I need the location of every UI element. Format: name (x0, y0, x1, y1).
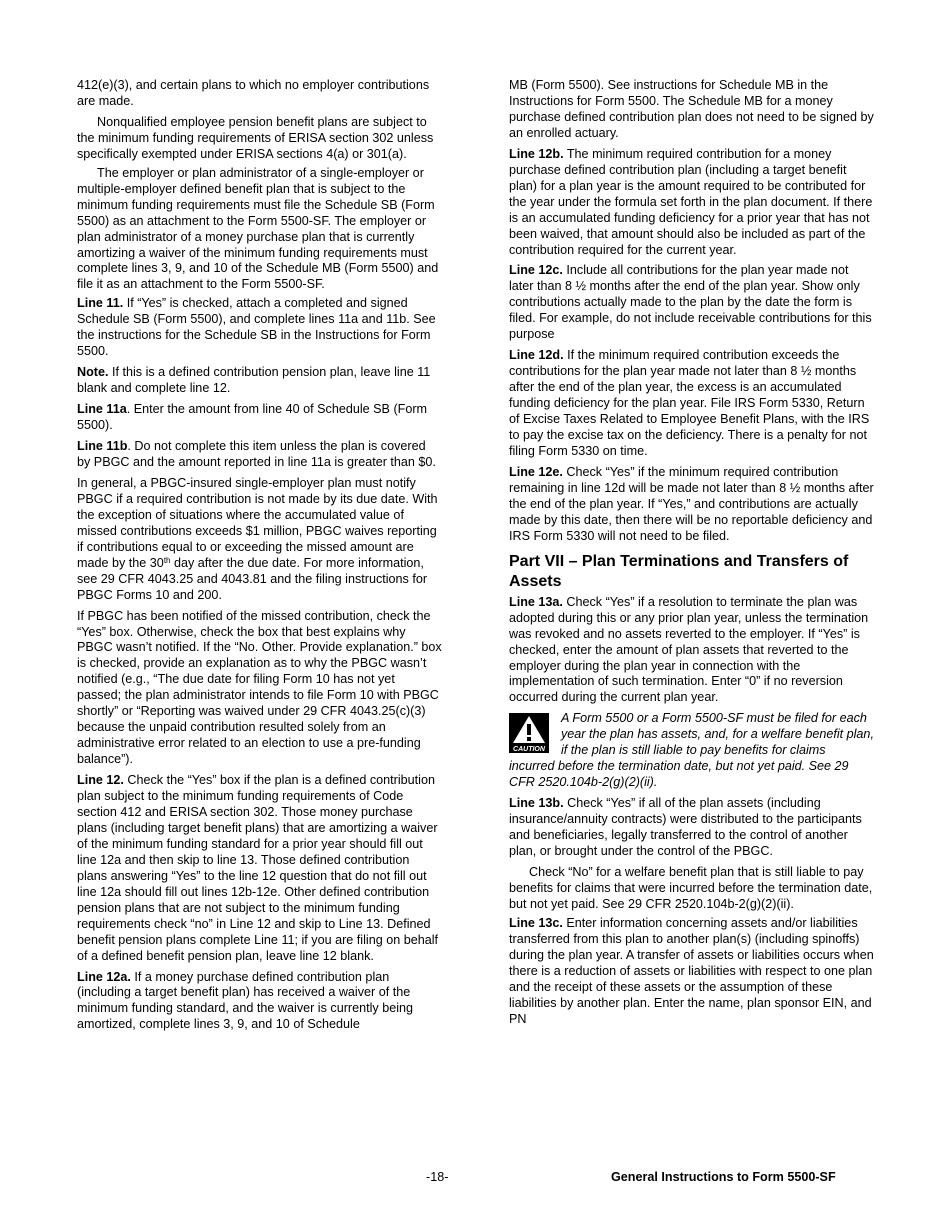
pbgc-general-text-b: day after the due date. For more information, see 29 CFR 4043.25 and 4043.81 and the filing instructions for PBGC Forms 10 and 200. (77, 555, 428, 602)
left-column (77, 78, 442, 1038)
page-number: -18- (426, 1170, 449, 1184)
paragraph-schedule-sb-filing: The employer or plan administrator of a single-employer or multiple-employer defined benefit plan that is subject to the minimum funding requirements must file the Schedule SB (Form 5500) as an attachment to the Form 5500-SF. The employer or plan administrator of a money purchase plan that is currently amortizing a waiver of the minimum funding requirements must complete lines 3, 9, and 10 of the Schedule MB (Form 5500) and file it as an attachment to the Form 5500-SF. (77, 165, 439, 292)
paragraph-nonqualified-plans: Nonqualified employee pension benefit plans are subject to the minimum funding requirements of ERISA section 302 unless specifically exempted under ERISA sections 4(a) or 301(a). (77, 114, 434, 161)
line-13c-text: Enter information concerning assets and/or liabilities transferred from this plan to another plan(s) (including spinoffs) during the plan year. A transfer of assets or liabilities occurs when there is a reduction of assets or liabilities with respect to one plan and the receipt of these assets or the assumption of these liabilities by another plan. Enter the name, plan sponsor EIN, and PN (509, 915, 874, 1026)
line-11a-text: . Enter the amount from line 40 of Schedule SB (Form 5500). (77, 402, 428, 433)
paragraph-line-11a (77, 402, 442, 434)
right-column (509, 78, 874, 1032)
note-label: Note. (77, 365, 109, 380)
paragraph-line-12c (509, 263, 874, 343)
line-13c-label: Line 13c. (509, 915, 563, 930)
line-11a-label: Line 11a (77, 402, 127, 417)
paragraph-line-12d (509, 348, 874, 460)
line-12d-text: If the minimum required contribution exceeds the contributions for the plan year made not later than 8 ½ months after the end of the plan year, the excess is an accumulated funding deficiency for the plan year. File IRS Form 5330, Return of Excise Taxes Related to Employee Benefit Plans, with the IRS to pay the excise tax on the deficiency. There is a penalty for not filing Form 5330 on time. (509, 348, 870, 458)
line-11b-label: Line 11b (77, 439, 128, 454)
paragraph-intro-continued: 412(e)(3), and certain plans to which no employer contributions are made. (77, 78, 430, 108)
line-12d-label: Line 12d. (509, 348, 564, 363)
paragraph-pbgc-notified: If PBGC has been notified of the missed contribution, check the “Yes” box. Otherwise, check the box that best explains why PBGC wasn’t notified. If the “No. Other. Provide explanation.” box is checked, provide an explanation as to why the PBGC wasn’t notified (e.g., “The due date for filing Form 10 has not yet passed; the plan administrator intends to file Form 10 with PBGC shortly” or “Reporting was waived under 29 CFR 4043.25(c)(3) because the unpaid contribution resulted solely from an administrative error related to an election to use a pre-funding balance”). (77, 608, 442, 767)
paragraph-line-12e (509, 465, 874, 545)
line-12b-text: The minimum required contribution for a money purchase defined contribution plan (including a target benefit plan) for a plan year is the amount required to be contributed for the year under the formula set forth in the plan document. If there is an accumulated funding deficiency for a prior year that has not been waived, that amount should also be included as part of the contribution required for the current year. (509, 146, 873, 257)
paragraph-line-12b (509, 147, 874, 259)
paragraph-line-12 (77, 773, 442, 964)
line-11b-text: . Do not complete this item unless the plan is covered by PBGC and the amount reported in line 11a is greater than $0. (77, 439, 436, 469)
caution-icon (509, 713, 549, 753)
paragraph-line-12a (77, 970, 442, 1034)
paragraph-line-13c (509, 916, 874, 1028)
line-12c-text: Include all contributions for the plan year made not later than 8 ½ months after the end of the plan year. Show only contributions actually made to the plan by the date the form is filed. For example, do not include receivable contributions for this purpose (509, 263, 872, 342)
line-12a-label: Line 12a. (77, 969, 131, 984)
line-11-text: If “Yes” is checked, attach a completed and signed Schedule SB (Form 5500), and complete lines 11a and 11b. See the instructions for the Schedule SB in the Instructions for Form 5500. (77, 296, 436, 359)
part-vii-heading: Part VII – Plan Terminations and Transfers of Assets (509, 552, 849, 590)
paragraph-pbgc-general (77, 476, 442, 604)
line-12c-label: Line 12c. (509, 263, 563, 278)
line-12-text: Check the “Yes” box if the plan is a defined contribution plan subject to the minimum funding requirements of Code section 412 and ERISA section 302. Those money purchase plans (including target benefit plans) that are amortizing a waiver of the minimum funding standard for a prior year should fill out line 12a and then skip to line 13. Those defined contribution plans answering “Yes” to the line 12 question that do not fill out line 12a should fill out lines 12b-12e. Other defined contribution pension plans that are not subject to the minimum funding requirements check “no” in Line 12 and skip to Line 13. Defined benefit pension plans complete Line 11; if you are filing on behalf of a defined benefit pension plan, leave line 12 blank. (77, 773, 439, 963)
paragraph-note (77, 365, 442, 397)
line-13b-text: Check “Yes” if all of the plan assets (including insurance/annuity contracts) were distributed to the participants and beneficiaries, legally transferred to the control of another plan, or brought under the control of the PBGC. (509, 796, 862, 858)
paragraph-line-13a (509, 595, 874, 707)
paragraph-schedule-mb-continued: MB (Form 5500). See instructions for Schedule MB in the Instructions for Form 5500. The Schedule MB for a money purchase defined contribution plan does not need to be signed by an enrolled actuary. (509, 78, 874, 140)
ordinal-suffix: th (163, 555, 171, 565)
footer-document-title: General Instructions to Form 5500-SF (611, 1170, 836, 1184)
line-12e-label: Line 12e. (509, 464, 563, 479)
caution-icon-label: CAUTION (513, 746, 545, 754)
line-12-label: Line 12. (77, 773, 124, 788)
line-12b-label: Line 12b. (509, 146, 564, 161)
line-12e-text: Check “Yes” if the minimum required contribution remaining in line 12d will be made not later than 8 ½ months after the end of the plan year. If “Yes,” and contributions are actually made by this date, then there will be no reportable deficiency and IRS Form 5330 will not need to be filed. (509, 464, 874, 543)
pbgc-general-text-a: In general, a PBGC-insured single-employer plan must notify PBGC if a required contribution is not made by its due date. With the exception of situations where the accumulated value of missed contributions exceeds $1 million, PBGC waives reporting if contributions equal to or exceeding the missed amount are made by the 30 (77, 475, 438, 570)
line-13b-label: Line 13b. (509, 796, 564, 811)
paragraph-line-11 (77, 296, 442, 360)
caution-text: A Form 5500 or a Form 5500-SF must be filed for each year the plan has assets, and, for a welfare benefit plan, if the plan is still liable to pay benefits for claims incurred before the termination date, but not yet paid. See 29 CFR 2520.104b-2(g)(2)(ii). (509, 711, 874, 790)
paragraph-line-13b (509, 796, 874, 860)
line-11-label: Line 11. (77, 296, 124, 311)
caution-block (509, 711, 874, 791)
paragraph-line-11b (77, 439, 442, 471)
note-text: If this is a defined contribution pension plan, leave line 11 blank and complete line 12. (77, 365, 431, 396)
line-12a-text: If a money purchase defined contribution plan (including a target benefit plan) has received a waiver of the minimum funding standard, and the waiver is currently being amortized, complete lines 3, 9, and 10 of Schedule (77, 969, 414, 1032)
paragraph-check-no-welfare: Check “No” for a welfare benefit plan that is still liable to pay benefits for claims that were incurred before the termination date, but not yet paid. See 29 CFR 2520.104b-2(g)(2)(ii). (509, 864, 873, 911)
line-13a-label: Line 13a. (509, 594, 563, 609)
line-13a-text: Check “Yes” if a resolution to terminate the plan was adopted during this or any prior plan year, unless the termination was revoked and no assets reverted to the employer. If “Yes” is checked, enter the amount of plan assets that reverted to the employer during the plan year in connection with the implementation of such termination. Enter “0” if no reversion occurred during the current plan year. (509, 594, 869, 705)
